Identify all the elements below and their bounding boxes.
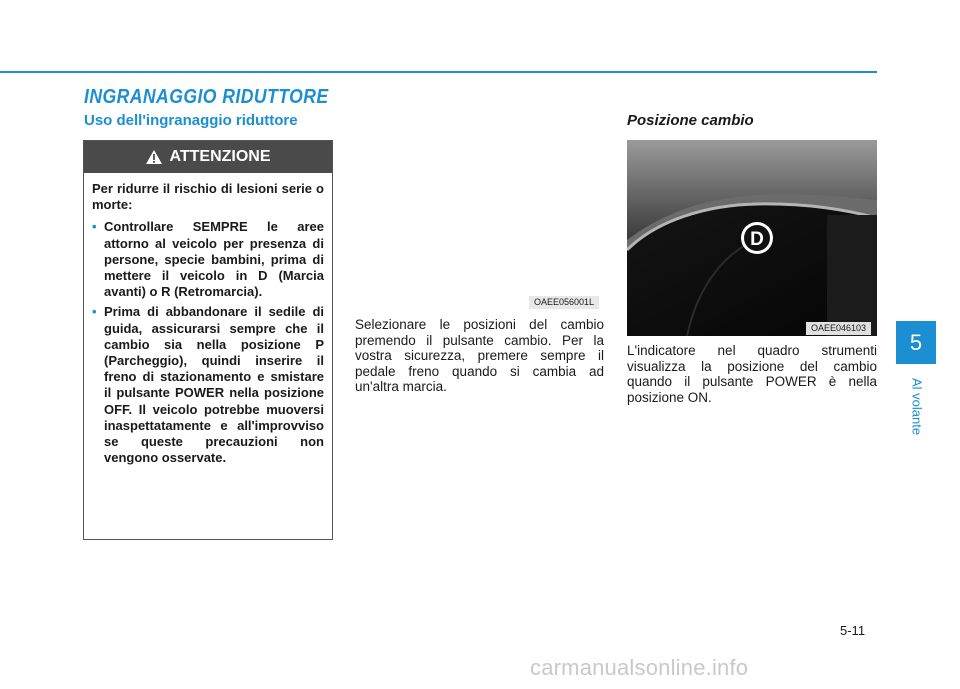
- warning-header: [84, 141, 332, 173]
- page-number: 5-11: [840, 623, 866, 638]
- warning-list: [92, 219, 324, 466]
- watermark: carmanualsonline.info: [530, 655, 749, 680]
- bullet-icon: •: [92, 304, 97, 320]
- dashboard-photo: [627, 140, 877, 336]
- dashboard-illustration: [627, 140, 877, 336]
- gear-indicator: D: [750, 229, 764, 250]
- chapter-label: Al volante: [909, 378, 925, 436]
- warning-intro: Per ridurre il rischio di lesioni serie o morte:: [92, 181, 324, 213]
- warning-item-text: Controllare SEMPRE le aree attorno al veicolo per presenza di persone, specie bambini, prima di mettere il veicolo in D (Marcia avanti) o R (Retromarcia).: [104, 219, 324, 300]
- warning-item: [92, 219, 324, 300]
- bullet-icon: •: [92, 219, 97, 235]
- section-title: INGRANAGGIO RIDUTTORE: [84, 86, 329, 108]
- warning-item: [92, 304, 324, 466]
- right-subheading: Posizione cambio: [627, 112, 754, 129]
- body-text-mid: Selezionare le posizioni del cambio premendo il pulsante cambio. Per la vostra sicurezza, premere sempre il pedale freno quando si cambia ad un'altra marcia.: [355, 317, 604, 394]
- image-code-right: OAEE046103: [806, 322, 871, 335]
- warning-header-label: ATTENZIONE: [169, 148, 271, 165]
- warning-item-text: Prima di abbandonare il sedile di guida, assicurarsi sempre che il cambio sia nella posizione P (Parcheggio), quindi inserire il freno di stazionamento e smistare il pulsante POWER nella posizione OFF. Il veicolo potrebbe muoversi inaspettatamente e all'improvviso se queste precauzioni non vengono osservate.: [104, 304, 324, 466]
- left-subheading: Uso dell'ingranaggio riduttore: [84, 112, 298, 129]
- warning-triangle-icon: [145, 149, 163, 165]
- warning-box: [83, 140, 333, 540]
- top-rule: [0, 71, 877, 73]
- warning-body: [84, 173, 332, 466]
- body-text-right: L'indicatore nel quadro strumenti visualizza la posizione del cambio quando il pulsante POWER è nella posizione ON.: [627, 343, 877, 405]
- image-code-mid: OAEE056001L: [529, 296, 599, 309]
- chapter-number-tab: 5: [896, 321, 936, 364]
